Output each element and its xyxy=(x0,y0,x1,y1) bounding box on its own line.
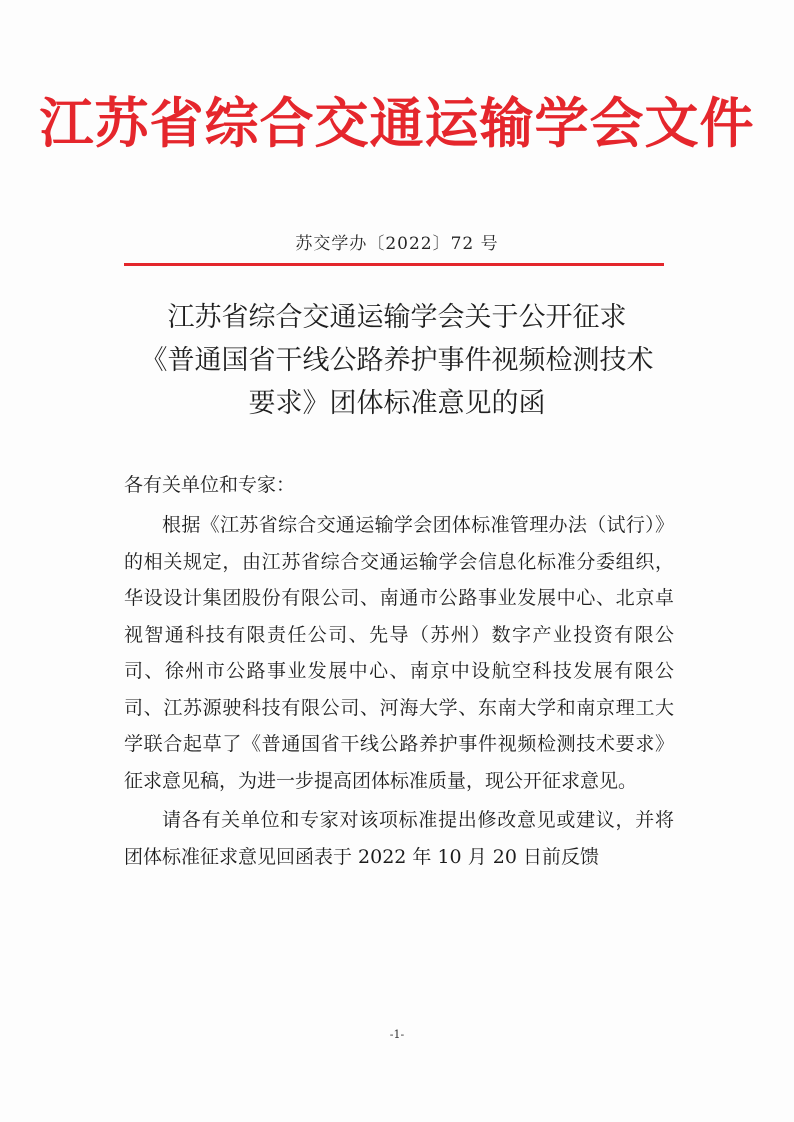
document-number: 苏交学办〔2022〕72 号 xyxy=(295,234,499,254)
red-divider-rule xyxy=(124,263,664,266)
document-title-line-1: 江苏省综合交通运输学会关于公开征求 xyxy=(167,302,627,333)
issuer-header-title: 江苏省综合交通运输学会文件 xyxy=(39,91,755,155)
body-text xyxy=(124,507,674,875)
salutation: 各有关单位和专家： xyxy=(124,474,296,496)
document-title-line-2: 《普通国省干线公路养护事件视频检测技术 xyxy=(140,345,654,376)
page-number: -1- xyxy=(389,1028,405,1041)
body-paragraph-2: 请各有关单位和专家对该项标准提出修改意见或建议，并将团体标准征求意见回函表于 2022 年 10 月 20 日前反馈 xyxy=(124,809,674,868)
body-paragraph-1: 根据《江苏省综合交通运输学会团体标准管理办法（试行）》的相关规定，由江苏省综合交通运输学会信息化标准分委组织，华设设计集团股份有限公司、南通市公路事业发展中心、北京卓视智通科技有限责任公司、先导（苏州）数字产业投资有限公司、徐州市公路事业发展中心、南京中设航空科技发展有限公司、江苏源驶科技有限公司、河海大学、东南大学和南京理工大学联合起草了《普通国省干线公路养护事件视频检测技术要求》征求意见稿，为进一步提高团体标准质量，现公开征求意见。 xyxy=(124,514,674,792)
document-title-line-3: 要求》团体标准意见的函 xyxy=(248,388,546,419)
document-title xyxy=(100,296,694,425)
